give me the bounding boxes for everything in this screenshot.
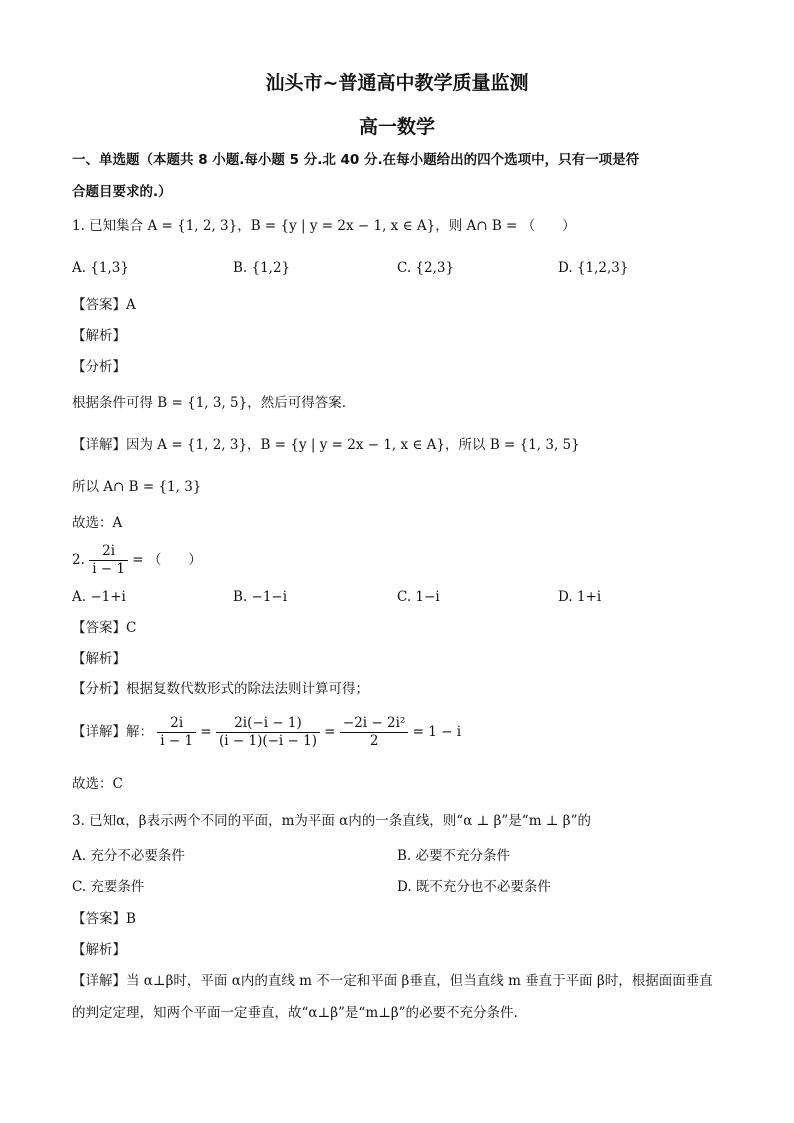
q1-answer: 【答案】A	[72, 297, 136, 313]
section-heading-line1: 一、单选题（本题共 8 小题.每小题 5 分.北 40 分.在每小题给出的四个选项中，只有一项是符	[72, 152, 640, 168]
q2-detail-label: 【详解】解：	[72, 724, 153, 740]
q2-f1-den: i − 1	[160, 733, 194, 749]
q2-detail-fraction-2	[216, 715, 320, 750]
q2-number: 2.	[72, 552, 85, 568]
q1-stem: 1. 已知集合 A = {1, 2, 3}，B = {y | y = 2x − 1, x ∈ A}，则 A∩ B = （ ）	[72, 218, 576, 234]
q2-equals-1: =	[200, 724, 212, 740]
q2-choice: 故选：C	[72, 776, 123, 792]
q2-option-d: D. 1+i	[558, 589, 602, 605]
q2-f3-den: 2	[369, 733, 379, 749]
q3-detail-line2: 的判定定理，知两个平面一定垂直，故“α⊥β”是“m⊥β”的必要不充分条件.	[72, 1005, 518, 1021]
q2-option-c: C. 1−i	[397, 589, 440, 605]
q3-option-c: C. 充要条件	[72, 879, 145, 895]
q1-fenxi: 根据条件可得 B = {1, 3, 5}，然后可得答案.	[72, 395, 347, 411]
q2-equals-2: =	[324, 724, 336, 740]
exam-title: 汕头市~普通高中教学质量监测	[265, 72, 529, 94]
q2-f3-num: −2i − 2i²	[340, 715, 408, 733]
q2-detail-tail: = 1 − i	[412, 724, 462, 740]
q1-fenxi-label: 【分析】	[72, 359, 126, 375]
q3-jiexi-label: 【解析】	[72, 942, 126, 958]
q3-option-b: B. 必要不充分条件	[397, 848, 511, 864]
q2-fraction-num: 2i	[89, 543, 128, 561]
q2-f2-den: (i − 1)(−i − 1)	[219, 733, 317, 749]
q3-detail-line1: 【详解】当 α⊥β时，平面 α内的直线 m 不一定和平面 β垂直，但当直线 m 垂直于平面 β时，根据面面垂直	[72, 973, 713, 989]
q1-detail: 【详解】因为 A = {1, 2, 3}，B = {y | y = 2x − 1, x ∈ A}，所以 B = {1, 3, 5}	[72, 437, 580, 453]
q2-option-a: A. −1+i	[72, 589, 126, 605]
q1-option-b: B. {1,2}	[233, 260, 291, 276]
q3-stem: 3. 已知α，β表示两个不同的平面，m为平面 α内的一条直线，则“α ⊥ β”是“m ⊥ β”的	[72, 813, 591, 829]
q2-detail-fraction-3	[340, 715, 408, 750]
section-heading-line2: 合题目要求的.）	[72, 184, 172, 200]
q1-option-d: D. {1,2,3}	[558, 260, 629, 276]
q2-option-b: B. −1−i	[233, 589, 288, 605]
q2-stem-tail: = （ ）	[132, 552, 202, 568]
q2-fenxi: 【分析】根据复数代数形式的除法法则计算可得；	[72, 681, 369, 697]
q1-jiexi-label: 【解析】	[72, 328, 126, 344]
q2-fraction	[89, 543, 128, 578]
q1-option-a: A. {1,3}	[72, 260, 129, 276]
q3-option-a: A. 充分不必要条件	[72, 848, 185, 864]
q1-option-c: C. {2,3}	[397, 260, 455, 276]
q2-f2-num: 2i(−i − 1)	[216, 715, 320, 733]
q2-detail	[72, 712, 461, 752]
exam-subtitle: 高一数学	[358, 116, 435, 138]
q2-f1-num: 2i	[157, 715, 196, 733]
q1-result: 所以 A∩ B = {1, 3}	[72, 479, 202, 495]
q2-answer: 【答案】C	[72, 620, 137, 636]
q3-option-d: D. 既不充分也不必要条件	[397, 879, 551, 895]
q2-detail-fraction-1	[157, 715, 196, 750]
q2-stem	[72, 540, 202, 580]
q1-choice: 故选：A	[72, 515, 123, 531]
q2-jiexi-label: 【解析】	[72, 651, 126, 667]
q3-answer: 【答案】B	[72, 911, 136, 927]
q2-fraction-den: i − 1	[92, 561, 125, 577]
